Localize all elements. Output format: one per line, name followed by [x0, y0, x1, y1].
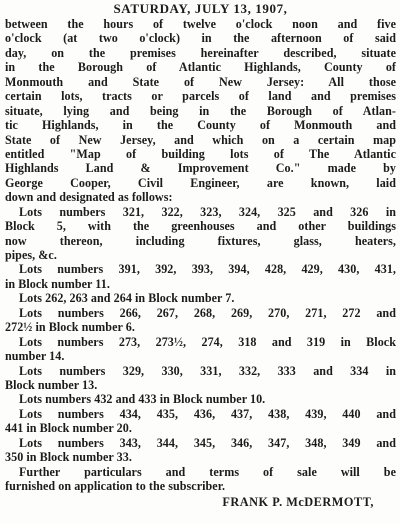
notice-body — [5, 17, 396, 493]
notice-line: Highlands Land & Improvement Co." made by — [5, 161, 396, 176]
lot-entry-line: Lots numbers 321, 322, 323, 324, 325 and 326 in — [19, 204, 396, 219]
lot-entry-line: Lots numbers 432 and 433 in Block number 10. — [19, 392, 266, 407]
lot-entry-line: in Block number 11. — [5, 276, 110, 291]
lot-entry-line: Lots numbers 273, 273½, 274, 318 and 319 in Block — [19, 334, 396, 349]
lot-entry-line: Lots numbers 329, 330, 331, 332, 333 and 334 in — [19, 363, 396, 378]
sale-date-heading: SATURDAY, JULY 13, 1907, — [113, 1, 288, 16]
notice-line: down and designated as follows: — [5, 190, 173, 205]
closing-line: furnished on application to the subscriber. — [5, 479, 226, 493]
notice-line: certain lots, tracts or parcels of land and premises — [5, 89, 396, 104]
lot-entry-line: pipes, &c. — [5, 248, 57, 262]
closing-line: Further particulars and terms of sale will be — [19, 464, 396, 479]
lot-entry-line: 350 in Block number 33. — [5, 450, 132, 465]
notice-line: Monmouth and State of New Jersey: All those — [5, 74, 396, 89]
notice-line: o'clock (at two o'clock) in the afternoon of said — [5, 31, 396, 46]
notice-line: entitled "Map of building lots of The Atlantic — [5, 146, 396, 161]
lot-entry-line: Lots numbers 434, 435, 436, 437, 438, 439, 440 and — [19, 406, 396, 421]
lot-entry-line: Lots numbers 343, 344, 345, 346, 347, 348, 349 and — [19, 435, 396, 450]
signature: FRANK P. McDERMOTT, — [222, 495, 374, 510]
notice-line: in the Borough of Atlantic Highlands, County of — [5, 60, 396, 75]
lot-entry-line: Lots 262, 263 and 264 in Block number 7. — [19, 291, 235, 306]
notice-line: tic Highlands, in the County of Monmouth and — [5, 118, 396, 133]
lot-entry-line: Block 5, with the greenhouses and other buildings — [5, 219, 396, 234]
notice-line: George Cooper, Civil Engineer, are known, laid — [5, 175, 396, 190]
notice-line: between the hours of twelve o'clock noon and five — [5, 17, 396, 31]
lot-entry-line: 441 in Block number 20. — [5, 421, 132, 436]
lot-entry-line: Block number 13. — [5, 377, 98, 392]
notice-line: State of New Jersey, and which on a certain map — [5, 132, 396, 147]
lot-entry-line: Lots numbers 266, 267, 268, 269, 270, 271, 272 and — [19, 305, 396, 320]
lot-entry-line: number 14. — [5, 349, 65, 364]
lot-entry-line: now thereon, including fixtures, glass, heaters, — [5, 233, 396, 248]
notice-line: situate, lying and being in the Borough of Atlan- — [5, 103, 396, 118]
lot-entry-line: Lots numbers 391, 392, 393, 394, 428, 429, 430, 431, — [19, 262, 396, 277]
lot-entry-line: 272½ in Block number 6. — [5, 320, 135, 335]
notice-line: day, on the premises hereinafter described, situate — [5, 45, 396, 60]
